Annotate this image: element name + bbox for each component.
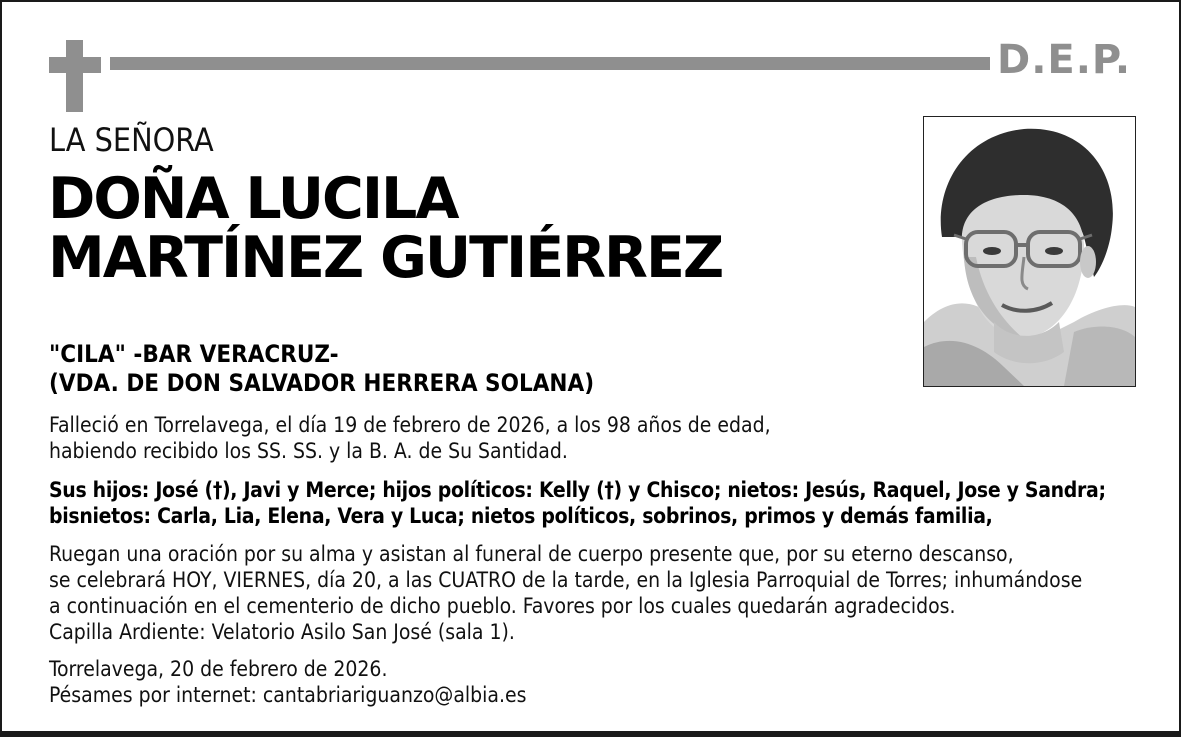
closing-block: [49, 656, 526, 708]
alias-block: [49, 340, 594, 398]
funeral-details-line-2: se celebrará HOY, VIERNES, día 20, a las CUATRO de la tarde, en la Iglesia Parroquial de Torres; inhumándose: [49, 568, 1083, 592]
place-date: Torrelavega, 20 de febrero de 2026.: [49, 657, 388, 681]
alias-line-2: (VDA. DE DON SALVADOR HERRERA SOLANA): [49, 369, 595, 397]
funeral-details-line-4: Capilla Ardiente: Velatorio Asilo San José (sala 1).: [49, 620, 515, 644]
funeral-details-line-1: Ruegan una oración por su alma y asistan al funeral de cuerpo presente que, por su eterno descanso,: [49, 542, 1014, 566]
cross-icon: [49, 40, 101, 112]
family-list-line-1: Sus hijos: José (†), Javi y Merce; hijos políticos: Kelly (†) y Chisco; nietos: Jesús, Raquel, Jose y Sandra;: [49, 478, 1106, 502]
funeral-details: [49, 541, 1082, 645]
header-rule: [110, 57, 990, 70]
deceased-name: [48, 166, 723, 291]
family-list-line-2: bisnietos: Carla, Lia, Elena, Vera y Luca; nietos políticos, sobrinos, primos y demás familia,: [49, 504, 993, 528]
death-details-line-2: habiendo recibido los SS. SS. y la B. A. de Su Santidad.: [49, 439, 568, 463]
deceased-name-line-2: MARTÍNEZ GUTIÉRREZ: [48, 225, 723, 291]
condolences-email[interactable]: Pésames por internet: cantabriariguanzo@albia.es: [49, 683, 527, 707]
portrait-image: [924, 117, 1135, 386]
deceased-name-line-1: DOÑA LUCILA: [48, 166, 458, 232]
alias-line-1: "CILA" -BAR VERACRUZ-: [49, 340, 339, 368]
funeral-details-line-3: a continuación en el cementerio de dicho pueblo. Favores por los cuales quedarán agradecidos.: [49, 594, 956, 618]
dep-label: D.E.P.: [997, 37, 1132, 83]
death-details: [49, 412, 771, 464]
honorific-prefix: LA SEÑORA: [49, 121, 214, 159]
portrait-photo: [923, 116, 1136, 387]
death-details-line-1: Falleció en Torrelavega, el día 19 de febrero de 2026, a los 98 años de edad,: [49, 413, 771, 437]
family-list: [49, 477, 1106, 529]
